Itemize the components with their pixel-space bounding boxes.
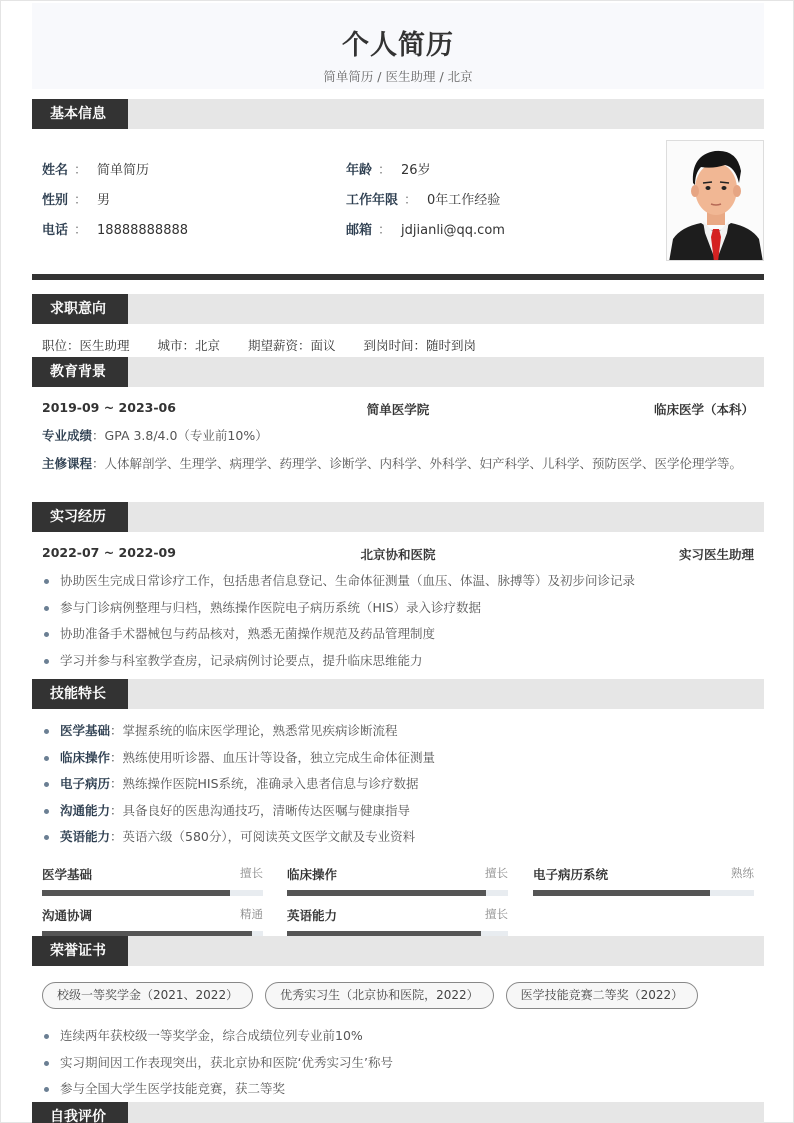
list-item: 医学基础：掌握系统的临床医学理论，熟悉常见疾病诊断流程: [42, 722, 754, 749]
section-title: 求职意向: [32, 294, 128, 324]
internship-bullets: [42, 572, 754, 678]
avatar: [666, 140, 764, 261]
intent-start: 到岗时间：随时到岗: [363, 338, 477, 353]
skill-bar: 医学基础 擅长: [42, 865, 263, 901]
skill-track: [42, 890, 263, 896]
skill-fill: [42, 890, 230, 896]
skills-bullets: [42, 722, 754, 855]
section-title: 技能特长: [32, 679, 128, 709]
page-subtitle: 简单简历 / 医生助理 / 北京: [323, 69, 473, 84]
honor-tags: [42, 982, 698, 1009]
section-title: 教育背景: [32, 357, 128, 387]
education-school: 简单医学院: [366, 402, 430, 417]
list-item: 实习期间因工作表现突出，获北京协和医院‘优秀实习生’称号: [42, 1054, 754, 1081]
section-title: 自我评价: [32, 1102, 128, 1123]
section-title: 荣誉证书: [32, 936, 128, 966]
divider: [32, 274, 764, 280]
list-item: 协助医生完成日常诊疗工作，包括患者信息登记、生命体征测量（血压、体温、脉搏等）及初步问诊记录: [42, 572, 754, 599]
section-header-basic: [32, 99, 764, 129]
skill-track: [287, 890, 508, 896]
list-item: 参与门诊病例整理与归档，熟练操作医院电子病历系统（HIS）录入诊疗数据: [42, 599, 754, 626]
skill-bar: 沟通协调 精通: [42, 906, 263, 942]
internship-role: 实习医生助理: [678, 547, 754, 562]
section-header-education: [32, 357, 764, 387]
info-name: 姓名 ： 简单简历: [42, 163, 150, 178]
section-title: 基本信息: [32, 99, 128, 129]
section-header-self-eval: [32, 1102, 764, 1123]
list-item: 参与全国大学生医学技能竞赛，获二等奖: [42, 1080, 754, 1107]
education-courses: 主修课程：人体解剖学、生理学、病理学、药理学、诊断学、内科学、外科学、妇产科学、儿科学、预防医学、医学伦理学等。: [42, 456, 743, 471]
list-item: 临床操作：熟练使用听诊器、血压计等设备，独立完成生命体征测量: [42, 749, 754, 776]
info-age: 年龄 ： 26岁: [346, 163, 431, 178]
intent-salary: 期望薪资：面议: [248, 338, 336, 353]
list-item: 电子病历：熟练操作医院HIS系统，准确录入患者信息与诊疗数据: [42, 775, 754, 802]
portrait-illustration: [667, 141, 764, 261]
skill-bar: 临床操作 擅长: [287, 865, 508, 901]
honors-bullets: [42, 1027, 754, 1107]
resume-header: [32, 3, 764, 89]
list-item: 沟通能力：具备良好的医患沟通技巧，清晰传达医嘱与健康指导: [42, 802, 754, 829]
info-experience: 工作年限 ： 0年工作经验: [346, 193, 501, 208]
list-item: 协助准备手术器械包与药品核对，熟悉无菌操作规范及药品管理制度: [42, 625, 754, 652]
education-major: 临床医学（本科）: [653, 402, 754, 417]
list-item: 学习并参与科室教学查房，记录病例讨论要点，提升临床思维能力: [42, 652, 754, 679]
honor-tag: 医学技能竞赛二等奖（2022）: [506, 982, 699, 1009]
section-header-internship: [32, 502, 764, 532]
internship-row: [42, 545, 754, 563]
education-period: 2019-09 ~ 2023-06: [42, 400, 176, 415]
skill-track: [533, 890, 754, 896]
job-intent: [42, 337, 504, 355]
intent-position: 职位：医生助理: [42, 338, 130, 353]
page-title: 个人简历: [342, 30, 454, 61]
skill-fill: [287, 890, 486, 896]
honor-tag: 校级一等奖学金（2021、2022）: [42, 982, 253, 1009]
internship-org: 北京协和医院: [360, 547, 436, 562]
skill-bar: 电子病历系统 熟练: [533, 865, 754, 901]
list-item: 连续两年获校级一等奖学金，综合成绩位列专业前10%: [42, 1027, 754, 1054]
skill-fill: [533, 890, 710, 896]
skill-bar: 英语能力 擅长: [287, 906, 508, 942]
list-item: 英语能力：英语六级（580分），可阅读英文医学文献及专业资料: [42, 828, 754, 855]
info-phone: 电话 ： 18888888888: [42, 223, 189, 238]
info-email: 邮箱 ： jdjianli@qq.com: [346, 223, 505, 238]
info-gender: 性别 ： 男: [42, 193, 111, 208]
section-header-honors: [32, 936, 764, 966]
section-title: 实习经历: [32, 502, 128, 532]
section-header-skills: [32, 679, 764, 709]
intent-city: 城市：北京: [157, 338, 221, 353]
section-header-intent: [32, 294, 764, 324]
internship-period: 2022-07 ~ 2022-09: [42, 545, 176, 560]
education-gpa: 专业成绩：GPA 3.8/4.0（专业前10%）: [42, 428, 268, 443]
honor-tag: 优秀实习生（北京协和医院，2022）: [265, 982, 494, 1009]
education-row: [42, 400, 754, 418]
